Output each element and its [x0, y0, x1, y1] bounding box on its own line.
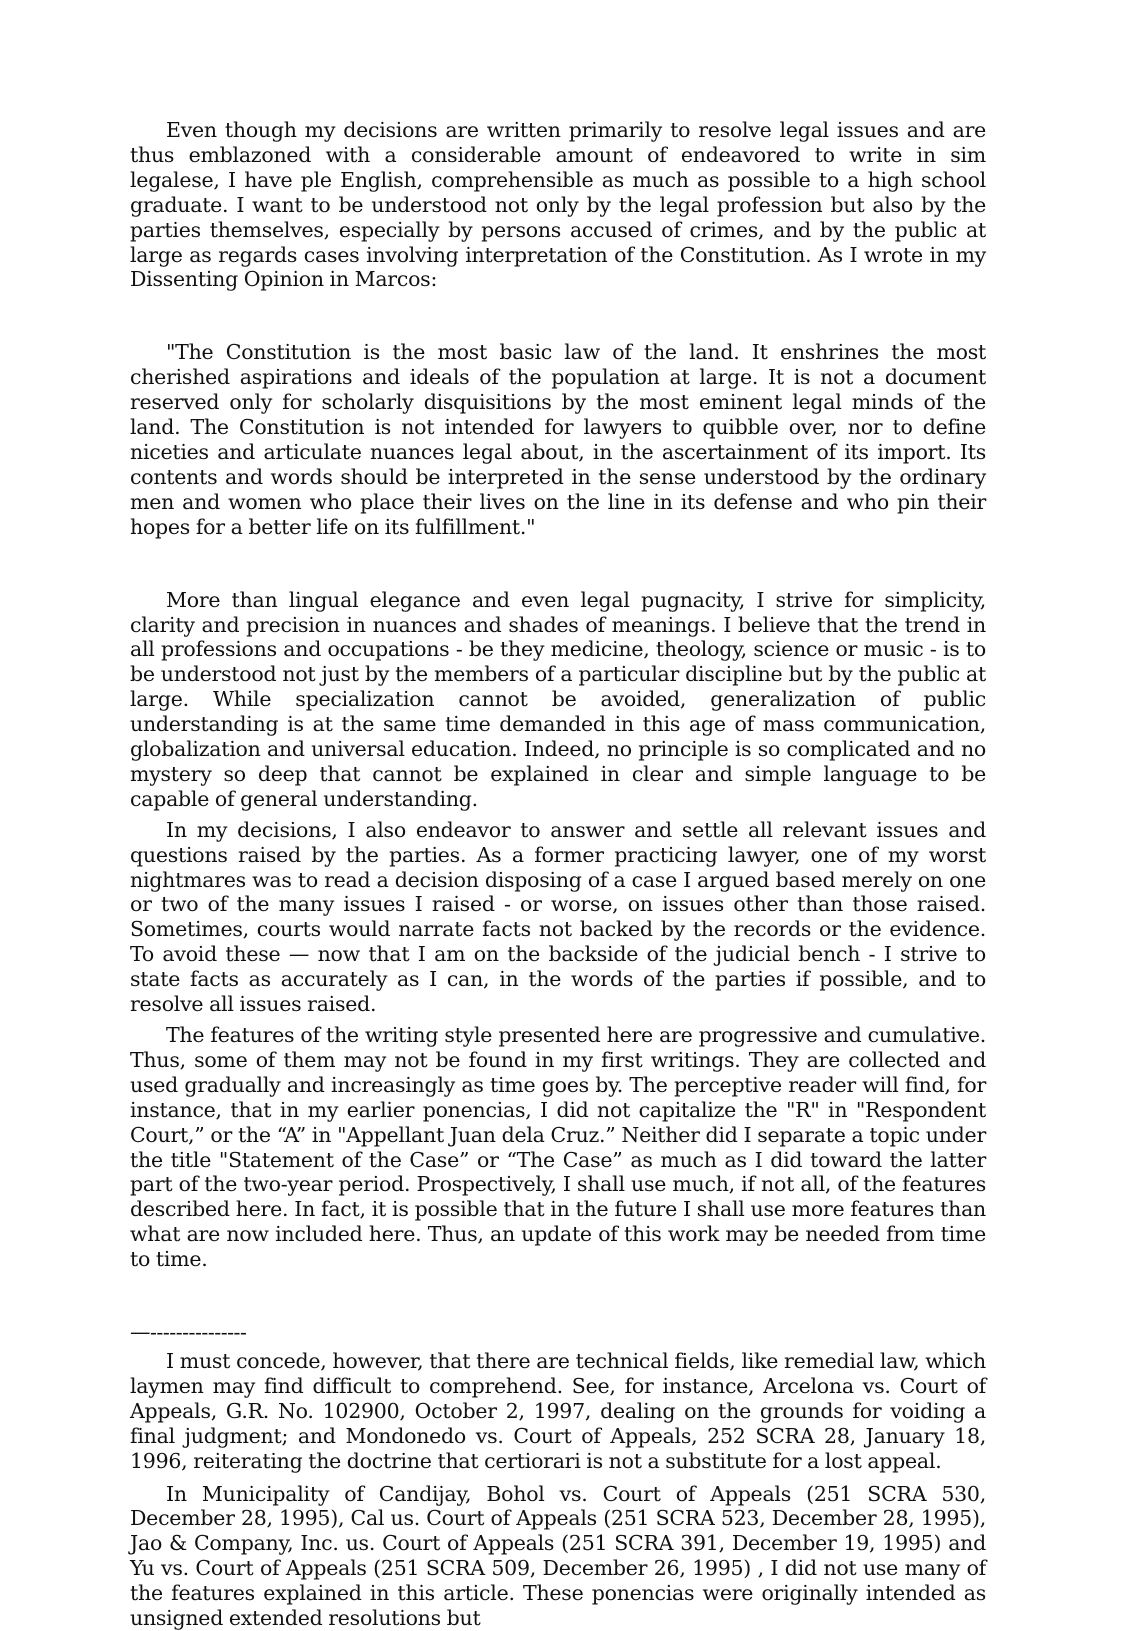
block-quote-paragraph: "The Constitution is the most basic law of the land. It enshrines the most cherished aspirations and ideals of the population at large. It is not a document reserved only for scholarly disquisitions by the most eminent legal minds of the land. The Constitution is not intended for lawyers to quibble over, nor to define niceties and articulate nuances legal about, in the ascertainment of its import. Its contents and words should be interpreted in the sense understood by the ordinary men and women who place their lives on the line in its defense and who pin their hopes for a better life on its fulfillment." — [130, 340, 986, 539]
body-paragraph-features: The features of the writing style presented here are progressive and cumulative. Thus, some of them may not be found in my first writings. They are collected and used gradually and increasingly as time goes by. The perceptive reader will find, for instance, that in my earlier ponencias, I did not capitalize the "R" in "Respondent Court,” or the “A” in "Appellant Juan dela Cruz.” Neither did I separate a topic under the title "Statement of the Case” or “The Case” as much as I did toward the latter part of the two-year period. Prospectively, I shall use much, if not all, of the features described here. In fact, it is possible that in the future I shall use more features than what are now included here. Thus, an update of this work may be needed from time to time. — [130, 1023, 986, 1272]
body-paragraph-decisions: In my decisions, I also endeavor to answer and settle all relevant issues and questions raised by the parties. As a former practicing lawyer, one of my worst nightmares was to read a decision disposing of a case I argued based merely on one or two of the many issues I raised - or worse, on issues other than those raised. Sometimes, courts would narrate facts not backed by the records or the evidence. To avoid these — now that I am on the backside of the judicial bench - I strive to state facts as accurately as I can, in the words of the parties if possible, and to resolve all issues raised. — [130, 817, 986, 1017]
document-page — [130, 118, 986, 1631]
body-paragraph-intro: Even though my decisions are written primarily to resolve legal issues and are thus emblazoned with a considerable amount of endeavored to write in sim legalese, I have ple English, comprehensible as much as possible to a high school graduate. I want to be understood not only by the legal profession but also by the parties themselves, especially by persons accused of crimes, and by the public at large as regards cases involving interpretation of the Constitution. As I wrote in my Dissenting Opinion in Marcos: — [130, 118, 986, 292]
footnote-separator: —--------------- — [130, 1320, 247, 1345]
body-paragraph-simplicity: More than lingual elegance and even legal pugnacity, I strive for simplicity, clarity and precision in nuances and shades of meanings. I believe that the trend in all professions and occupations - be they medicine, theology, science or music - is to be understood not just by the members of a particular discipline but by the public at large. While specialization cannot be avoided, generalization of public understanding is at the same time demanded in this age of mass communication, globalization and universal education. Indeed, no principle is so complicated and no mystery so deep that cannot be explained in clear and simple language to be capable of general understanding. — [130, 587, 986, 811]
footnote-paragraph: I must concede, however, that there are technical fields, like remedial law, which laymen may find difficult to comprehend. See, for instance, Arcelona vs. Court of Appeals, G.R. No. 102900, October 2, 1997, dealing on the grounds for voiding a final judgment; and Mondonedo vs. Court of Appeals, 252 SCRA 28, January 18, 1996, reiterating the doctrine that certiorari is not a substitute for a lost appeal. — [130, 1348, 986, 1473]
footnote-paragraph: In Municipality of Candijay, Bohol vs. Court of Appeals (251 SCRA 530, December 28, 1995), Cal us. Court of Appeals (251 SCRA 523, December 28, 1995), Jao & Company, Inc. us. Court of Appeals (251 SCRA 391, December 19, 1995) and Yu vs. Court of Appeals (251 SCRA 509, December 26, 1995) , I did not use many of the features explained in this article. These ponencias were originally intended as unsigned extended resolutions but — [130, 1481, 986, 1631]
